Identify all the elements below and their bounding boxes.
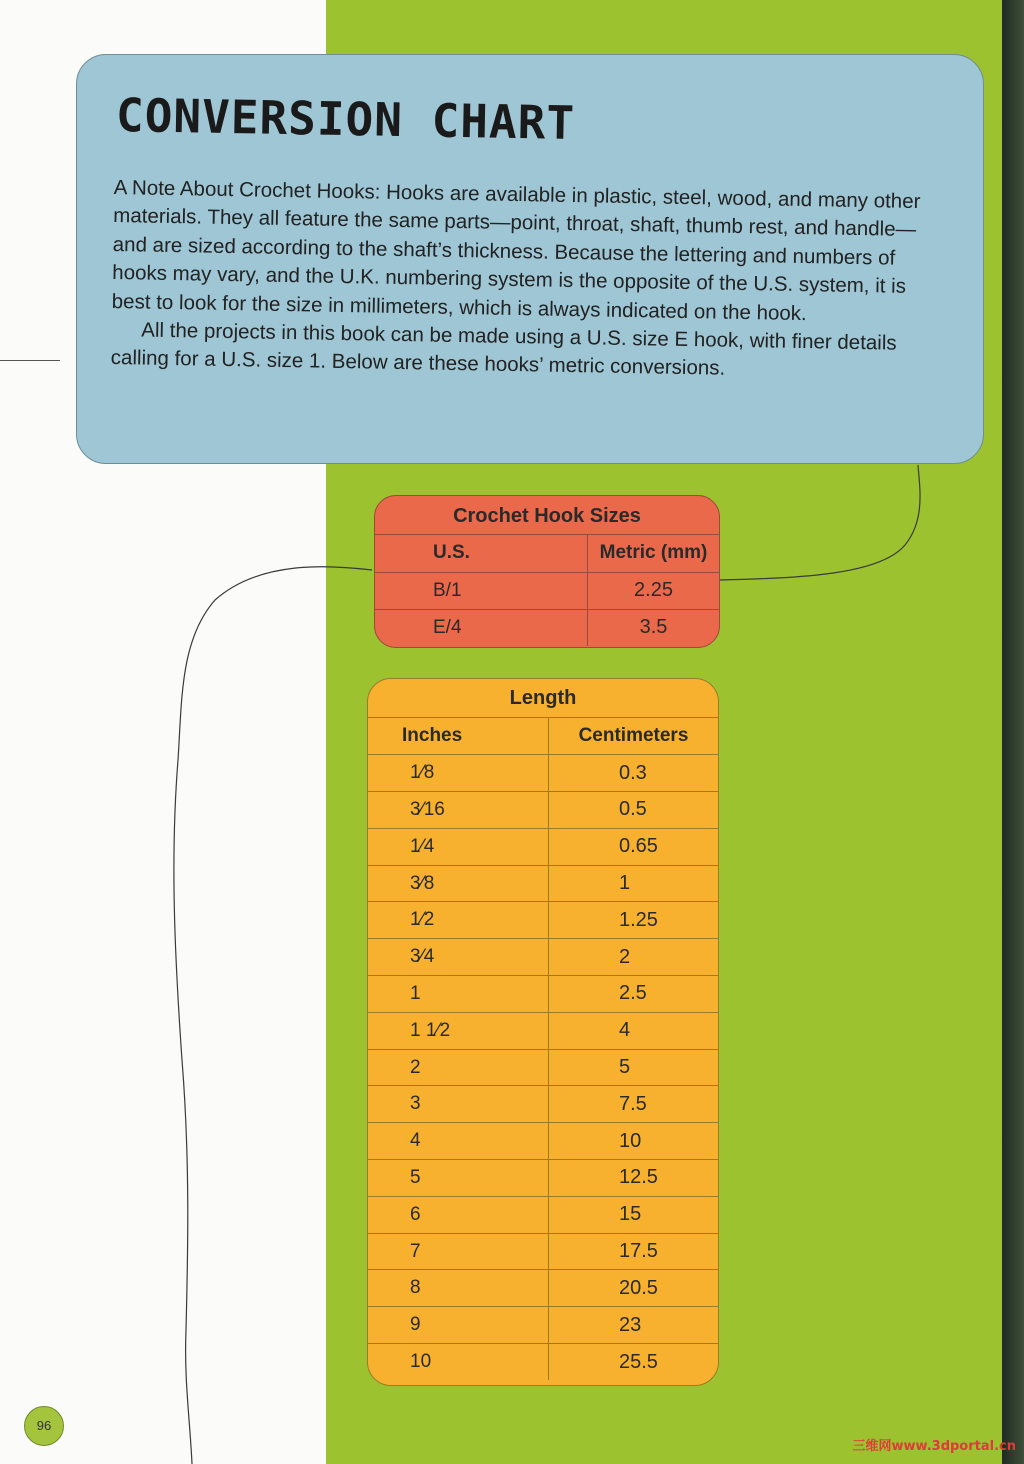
table-row: [368, 1344, 718, 1381]
centimeters-value: 4: [619, 1019, 631, 1042]
note-paragraph-2: All the projects in this book can be made using a U.S. size E hook, with finer details calling for a U.S. size 1. Below are these hooks’ metric conversions.: [110, 318, 897, 381]
inches-value: 9: [368, 1307, 549, 1344]
table-row: [368, 1049, 718, 1086]
crochet-hook-sizes-table: [374, 495, 720, 648]
centimeters-value: 20.5: [619, 1276, 658, 1299]
table-row: [368, 1086, 718, 1123]
table-row: [368, 792, 718, 829]
inches-value: 1⁄8: [368, 755, 549, 792]
inches-value: 2: [368, 1049, 549, 1086]
us-size: B/1: [375, 572, 588, 609]
table-row: [368, 1196, 718, 1233]
watermark: 三维网www.3dportal.cn: [852, 1439, 1016, 1454]
centimeters-value: 5: [619, 1056, 631, 1079]
header-centimeters: Centimeters: [578, 725, 689, 747]
metric-size: 2.25: [634, 579, 673, 601]
length-table-caption: Length: [368, 679, 718, 718]
centimeters-value: 12.5: [619, 1166, 658, 1189]
table-row: [368, 1012, 718, 1049]
note-paragraph-1: A Note About Crochet Hooks: Hooks are available in plastic, steel, wood, and many other materials. They all feature the same parts—point, throat, shaft, thumb rest, and handle—and are sized according to the shaft’s thickness. Because the lettering and numbers of hooks may vary, and the U.K. numbering system is the opposite of the U.S. system, it is best to look for the size in millimeters, which is always indicated on the hook.: [111, 175, 921, 325]
centimeters-value: 1: [619, 872, 631, 895]
inches-value: 3⁄16: [368, 792, 549, 829]
table-row: [368, 1233, 718, 1270]
inches-value: 1⁄2: [368, 902, 549, 939]
centimeters-value: 0.5: [619, 798, 647, 821]
table-row: [368, 939, 718, 976]
table-row: [368, 1160, 718, 1197]
inches-value: 8: [368, 1270, 549, 1307]
table-row: [368, 902, 718, 939]
table-row: [368, 1270, 718, 1307]
centimeters-value: 25.5: [619, 1350, 658, 1373]
page-number-badge: 96: [24, 1406, 64, 1446]
table-row: [368, 1307, 718, 1344]
centimeters-value: 2: [619, 945, 631, 968]
centimeters-value: 0.65: [619, 835, 658, 858]
header-us: U.S.: [375, 535, 588, 572]
table-row: [375, 572, 719, 609]
inches-value: 4: [368, 1123, 549, 1160]
us-size: E/4: [375, 609, 588, 646]
inches-value: 3: [368, 1086, 549, 1123]
centimeters-value: 23: [619, 1313, 642, 1336]
inches-value: 1 1⁄2: [368, 1012, 549, 1049]
inches-value: 7: [368, 1233, 549, 1270]
centimeters-value: 0.3: [619, 761, 647, 784]
header-inches: Inches: [368, 718, 549, 755]
hook-header-row: [375, 535, 719, 572]
inches-value: 3⁄8: [368, 865, 549, 902]
table-row: [368, 1123, 718, 1160]
inches-value: 10: [368, 1344, 549, 1381]
length-header-row: [368, 718, 718, 755]
inches-value: 1: [368, 976, 549, 1013]
centimeters-value: 15: [619, 1203, 642, 1226]
centimeters-value: 2.5: [619, 982, 647, 1005]
centimeters-value: 10: [619, 1129, 642, 1152]
inches-value: 3⁄4: [368, 939, 549, 976]
length-conversion-table: [367, 678, 719, 1386]
centimeters-value: 1.25: [619, 908, 658, 931]
table-row: [368, 865, 718, 902]
hook-table-caption: Crochet Hook Sizes: [375, 496, 719, 535]
centimeters-value: 17.5: [619, 1240, 658, 1263]
centimeters-value: 7.5: [619, 1092, 647, 1115]
inches-value: 1⁄4: [368, 828, 549, 865]
page-title: CONVERSION CHART: [115, 87, 576, 151]
table-row: [368, 755, 718, 792]
inches-value: 5: [368, 1160, 549, 1197]
table-row: [368, 976, 718, 1013]
crochet-hook-note: [111, 174, 950, 387]
metric-size: 3.5: [639, 616, 668, 639]
table-row: [368, 828, 718, 865]
table-row: [375, 609, 719, 646]
header-metric: Metric (mm): [599, 542, 708, 564]
inches-value: 6: [368, 1196, 549, 1233]
